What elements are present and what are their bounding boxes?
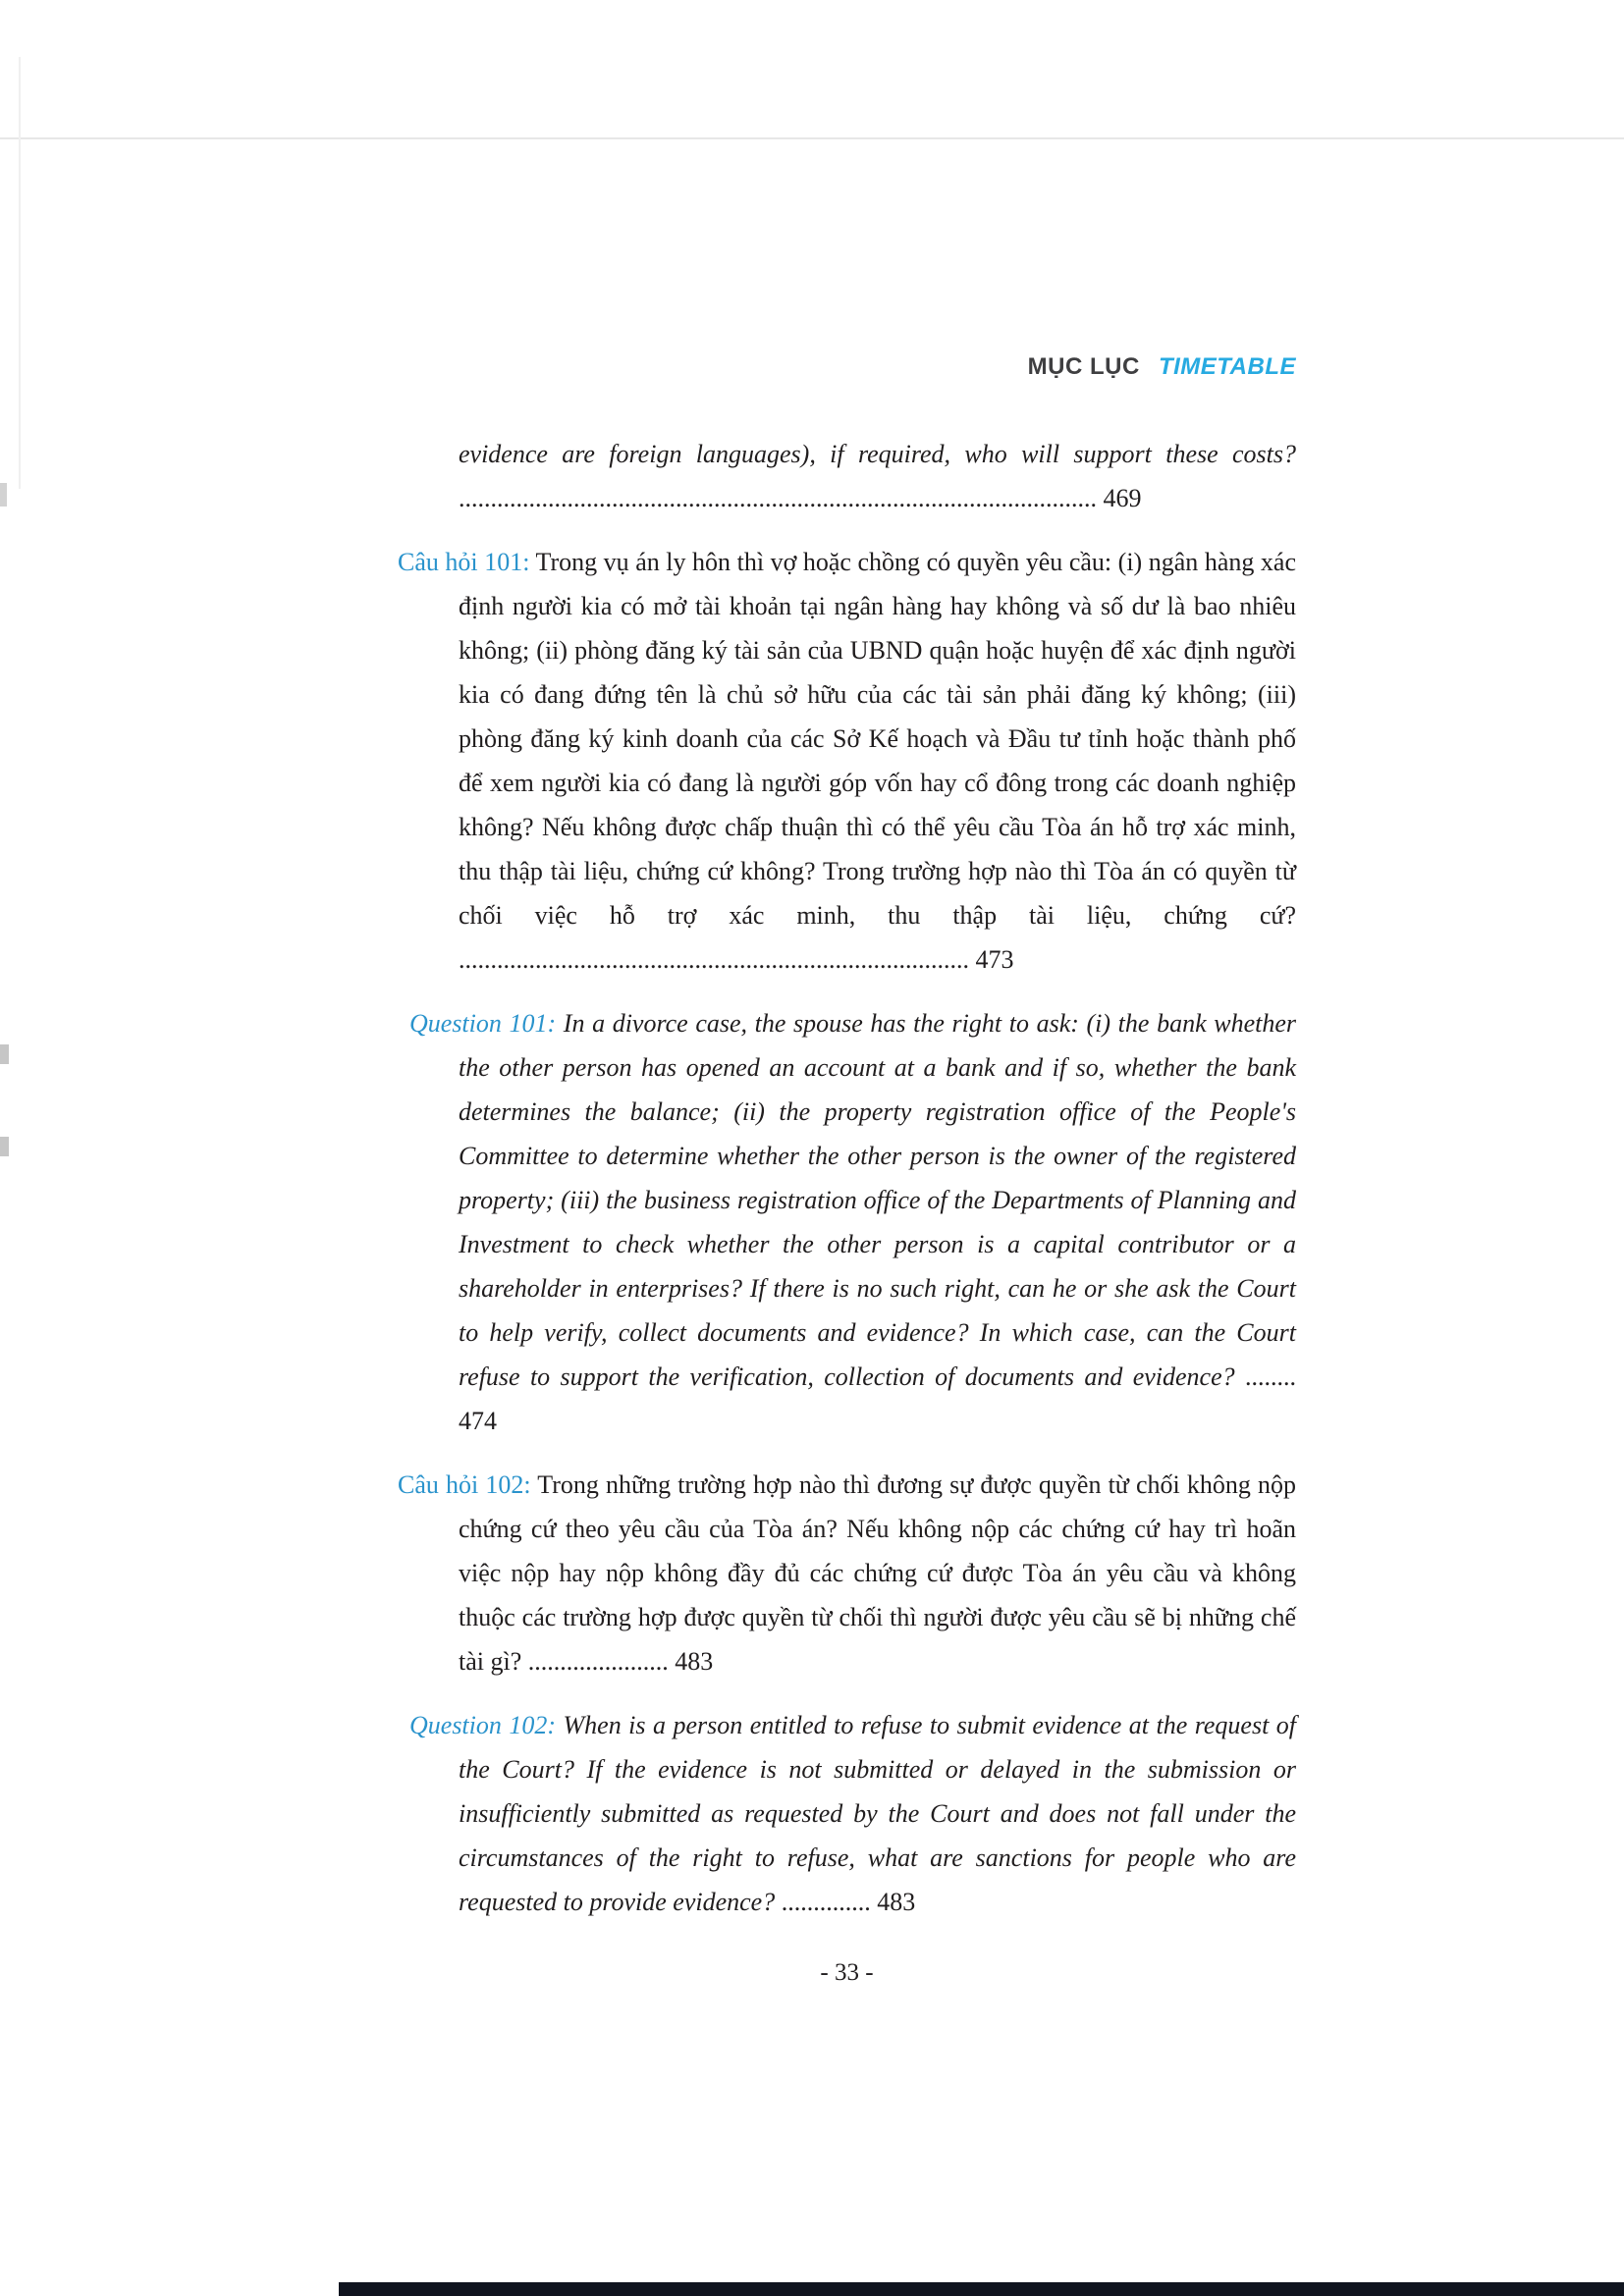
entry-text: Trong những trường hợp nào thì đương sự được quyền từ chối không nộp chứng cứ theo yêu cầu của Tòa án? Nếu không nộp các chứng cứ hay trì hoãn việc nộp hay nộp không đầy đủ các chứng cứ được Tòa án yêu cầu và không thuộc các trường hợp được quyền từ chối thì người được yêu cầu sẽ bị những chế tài gì? — [459, 1470, 1296, 1676]
entry-page-number: 483 — [877, 1888, 916, 1916]
leader-dots: .................................................................................................... — [459, 484, 1097, 512]
toc-entry-cau-hoi-102 — [398, 1463, 1296, 1683]
toc-entry-continuation — [398, 432, 1296, 520]
entry-page-number: 483 — [675, 1647, 714, 1676]
toc-entry-question-101 — [398, 1001, 1296, 1443]
scan-artifact-bottom-bar — [339, 2282, 1624, 2296]
entry-text: Trong vụ án ly hôn thì vợ hoặc chồng có quyền yêu cầu: (i) ngân hàng xác định người kia có mở tài khoản tại ngân hàng hay không và số dư là bao nhiêu không; (ii) phòng đăng ký tài sản của UBND quận hoặc huyện để xác định người kia có đang đứng tên là chủ sở hữu của các tài sản phải đăng ký không; (iii) phòng đăng ký kinh doanh của các Sở Kế hoạch và Đầu tư tỉnh hoặc thành phố để xem người kia có đang là người góp vốn hay cổ đông trong các doanh nghiệp không? Nếu không được chấp thuận thì có thể yêu cầu Tòa án hỗ trợ xác minh, thu thập tài liệu, chứng cứ không? Trong trường hợp nào thì Tòa án có quyền từ chối việc hỗ trợ xác minh, thu thập tài liệu, chứng cứ? — [459, 548, 1296, 930]
entry-label: Câu hỏi 101: — [398, 548, 530, 576]
entry-page-number: 469 — [1103, 484, 1142, 512]
toc-list — [398, 432, 1296, 1944]
scan-artifact-top-line — [0, 137, 1624, 139]
entry-text: When is a person entitled to refuse to submit evidence at the request of the Court? If the evidence is not submitted or delayed in the submission or insufficiently submitted as requested by the Court and does not fall under the circumstances of the right to refuse, what are sanctions for people who are requested to provide evidence? — [459, 1711, 1296, 1916]
entry-text: In a divorce case, the spouse has the right to ask: (i) the bank whether the other person has opened an account at a bank and if so, whether the bank determines the balance; (ii) the property registration office of the People's Committee to determine whether the other person is the owner of the registered property; (iii) the business registration office of the Departments of Planning and Investment to check whether the other person is a capital contributor or a shareholder in enterprises? If there is no such right, can he or she ask the Court to help verify, collect documents and evidence? In which case, can the Court refuse to support the verification, collection of documents and evidence? — [459, 1009, 1296, 1391]
leader-dots: ........ — [1245, 1362, 1296, 1391]
page-header — [398, 353, 1296, 381]
scan-artifact-page-edge — [19, 57, 21, 489]
toc-entry-cau-hoi-101 — [398, 540, 1296, 982]
scan-artifact-tick — [0, 483, 7, 507]
header-title-english: TIMETABLE — [1158, 353, 1296, 380]
leader-dots: .............. — [781, 1888, 871, 1916]
entry-label: Question 102: — [409, 1711, 557, 1739]
scan-artifact-tick — [0, 1137, 9, 1156]
entry-page-number: 474 — [459, 1407, 497, 1435]
entry-text: evidence are foreign languages), if required, who will support these costs? — [459, 440, 1296, 468]
entry-page-number: 473 — [975, 945, 1014, 974]
header-title-vietnamese: MỤC LỤC — [1027, 353, 1140, 380]
leader-dots: ................................................................................ — [459, 945, 969, 974]
entry-label: Câu hỏi 102: — [398, 1470, 531, 1499]
leader-dots: ...................... — [527, 1647, 669, 1676]
scan-artifact-tick — [0, 1044, 9, 1064]
entry-label: Question 101: — [409, 1009, 557, 1038]
page-number: - 33 - — [820, 1959, 874, 1986]
toc-entry-question-102 — [398, 1703, 1296, 1924]
